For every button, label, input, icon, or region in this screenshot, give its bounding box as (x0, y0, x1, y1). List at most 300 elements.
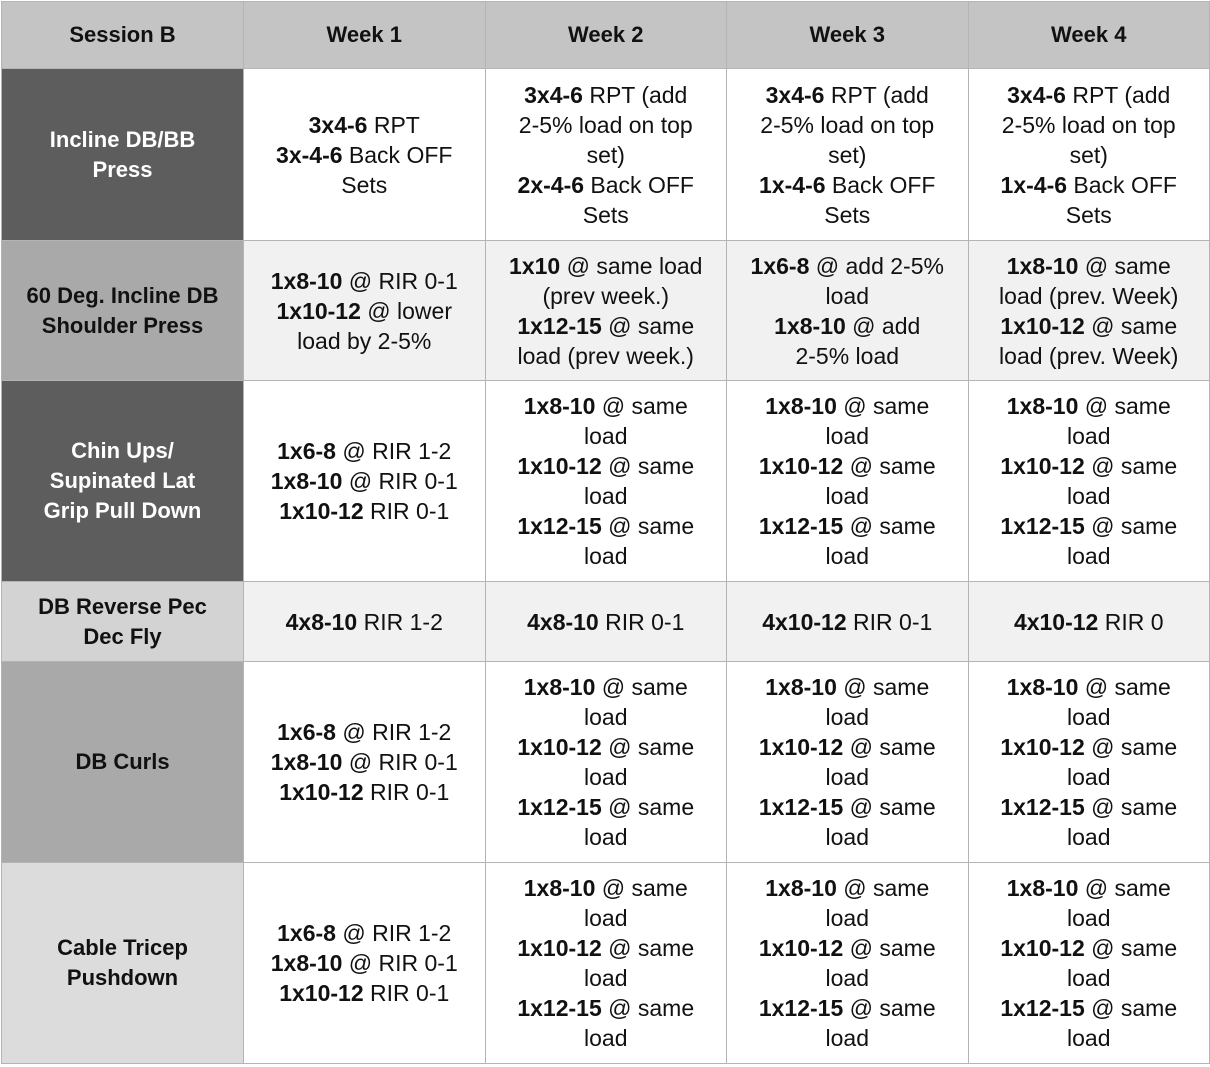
prescription-text: load (584, 543, 628, 569)
prescription-line (492, 511, 721, 541)
prescription-line (492, 873, 721, 903)
prescription-line (250, 948, 479, 978)
prescription-line (975, 341, 1204, 371)
prescription-text: @ same load (560, 252, 703, 279)
prescription-text: @ same (836, 393, 930, 419)
prescription-line (492, 311, 721, 341)
prescription-line (733, 251, 962, 281)
table-row (2, 381, 1210, 582)
set-rep-scheme: 1x-4-6 (759, 171, 826, 198)
set-rep-scheme: 1x12-15 (517, 312, 602, 339)
prescription-text: load by 2-5% (297, 327, 432, 354)
prescription-line (975, 481, 1204, 511)
prescription-line (975, 822, 1204, 852)
prescription-text: Sets (1065, 201, 1112, 228)
prescription-text: @ add (845, 312, 921, 339)
set-rep-scheme: 1x10-12 (758, 453, 844, 479)
set-rep-scheme: 3x4-6 (765, 81, 825, 108)
prescription-text: @ same (843, 734, 936, 760)
week-3-cell (727, 863, 969, 1064)
set-rep-scheme: 1x10-12 (279, 498, 364, 524)
prescription-line (250, 466, 479, 496)
prescription-text: load (825, 543, 869, 569)
prescription-line (975, 200, 1204, 230)
prescription-text: set) (1069, 141, 1108, 168)
set-rep-scheme: 4x8-10 (527, 608, 599, 635)
set-rep-scheme: 2x-4-6 (517, 171, 585, 198)
prescription-text: @ same (1078, 252, 1171, 279)
week-3-header: Week 3 (727, 2, 969, 69)
set-rep-scheme: 4x8-10 (285, 608, 358, 635)
prescription-text: load (584, 704, 628, 730)
week-3-cell (727, 662, 969, 863)
week-4-cell (968, 662, 1210, 863)
set-rep-scheme: 1x12-15 (758, 995, 844, 1021)
prescription-text: load (1067, 905, 1111, 931)
prescription-line (492, 963, 721, 993)
set-rep-scheme: 1x8-10 (1006, 674, 1079, 700)
prescription-text: 2-5% load on top (518, 111, 693, 138)
prescription-text: Sets (582, 201, 629, 228)
prescription-line (250, 978, 479, 1008)
prescription-line (975, 451, 1204, 481)
prescription-text: @ same (601, 513, 695, 539)
prescription-text: load (825, 483, 869, 509)
prescription-line (975, 607, 1204, 637)
prescription-line (492, 541, 721, 571)
prescription-line (492, 933, 721, 963)
prescription-line (733, 451, 962, 481)
set-rep-scheme: 1x10-12 (1000, 453, 1085, 479)
session-header: Session B (2, 2, 244, 69)
prescription-line (492, 903, 721, 933)
set-rep-scheme: 1x12-15 (758, 794, 844, 820)
set-rep-scheme: 1x10-12 (279, 980, 364, 1006)
prescription-text: load (prev. Week) (999, 282, 1179, 309)
week-1-cell (244, 381, 486, 582)
prescription-line (733, 391, 962, 421)
prescription-text: @ lower (360, 297, 452, 324)
prescription-text: @ same (1078, 674, 1171, 700)
week-4-cell (968, 582, 1210, 662)
prescription-line (975, 732, 1204, 762)
prescription-line (733, 963, 962, 993)
set-rep-scheme: 1x12-15 (1000, 995, 1085, 1021)
week-3-cell (727, 381, 969, 582)
prescription-text: Back OFF (342, 141, 453, 168)
prescription-text: Back OFF (825, 171, 936, 198)
prescription-text: (prev week.) (542, 282, 670, 309)
prescription-line (975, 251, 1204, 281)
prescription-text: 2-5% load on top (1001, 111, 1176, 138)
prescription-text: Sets (824, 201, 871, 228)
exercise-name (2, 69, 244, 241)
exercise-name-line: Incline DB/BB (49, 126, 196, 152)
prescription-line (733, 541, 962, 571)
exercise-name-line: Press (92, 156, 153, 182)
prescription-line (250, 266, 479, 296)
set-rep-scheme: 1x8-10 (1006, 875, 1079, 901)
prescription-text: load (825, 824, 869, 850)
exercise-name-line: Supinated Lat (49, 468, 196, 493)
prescription-text: @ RIR 0-1 (342, 749, 458, 775)
prescription-text: @ same (843, 513, 936, 539)
exercise-name-line: Dec Fly (83, 623, 162, 649)
prescription-line (733, 762, 962, 792)
set-rep-scheme: 1x8-10 (1006, 252, 1079, 279)
prescription-text: @ same (601, 734, 695, 760)
prescription-text: 2-5% load (795, 342, 900, 369)
set-rep-scheme: 1x8-10 (523, 875, 596, 901)
prescription-text: @ RIR 0-1 (342, 267, 458, 294)
set-rep-scheme: 1x6-8 (277, 920, 336, 946)
prescription-text: load (1067, 483, 1111, 509)
prescription-text: @ same (601, 312, 695, 339)
prescription-text: @ same (1084, 935, 1178, 961)
set-rep-scheme: 3x4-6 (308, 111, 368, 138)
prescription-line (492, 170, 721, 200)
set-rep-scheme: 1x8-10 (1006, 393, 1079, 419)
set-rep-scheme: 4x10-12 (1013, 608, 1099, 635)
prescription-text: load (825, 704, 869, 730)
prescription-line (733, 110, 962, 140)
table-row (2, 582, 1210, 662)
prescription-line (733, 421, 962, 451)
prescription-text: @ same (843, 794, 936, 820)
set-rep-scheme: 1x8-10 (270, 749, 343, 775)
prescription-line (492, 451, 721, 481)
prescription-text: load (825, 1025, 869, 1051)
set-rep-scheme: 1x8-10 (270, 267, 343, 294)
week-1-cell (244, 863, 486, 1064)
prescription-text: @ same (843, 453, 936, 479)
set-rep-scheme: 1x6-8 (277, 719, 336, 745)
week-3-cell (727, 582, 969, 662)
prescription-text: load (584, 1025, 628, 1051)
prescription-line (975, 762, 1204, 792)
exercise-name-line: DB Curls (75, 749, 170, 774)
set-rep-scheme: 1x10-12 (1000, 935, 1085, 961)
prescription-text: @ same (595, 875, 688, 901)
set-rep-scheme: 1x-4-6 (1000, 171, 1068, 198)
prescription-line (733, 672, 962, 702)
set-rep-scheme: 1x8-10 (270, 950, 343, 976)
prescription-line (975, 933, 1204, 963)
prescription-line (250, 918, 479, 948)
prescription-line (975, 873, 1204, 903)
prescription-line (975, 993, 1204, 1023)
prescription-line (733, 170, 962, 200)
prescription-text: @ same (843, 995, 936, 1021)
prescription-line (975, 903, 1204, 933)
set-rep-scheme: 1x10-12 (758, 935, 844, 961)
prescription-line (975, 311, 1204, 341)
prescription-line (733, 281, 962, 311)
prescription-text: load (1067, 543, 1111, 569)
exercise-name-line: Cable Tricep (57, 935, 188, 960)
set-rep-scheme: 1x12-15 (1000, 513, 1085, 539)
prescription-text: RIR 0 (1098, 608, 1164, 635)
prescription-text: @ same (601, 995, 695, 1021)
prescription-line (733, 732, 962, 762)
prescription-line (733, 140, 962, 170)
prescription-text: RIR 0-1 (846, 608, 933, 635)
prescription-line (975, 281, 1204, 311)
prescription-line (975, 421, 1204, 451)
prescription-text: @ add 2-5% (809, 252, 944, 279)
prescription-line (250, 170, 479, 200)
set-rep-scheme: 1x10-12 (1000, 312, 1085, 339)
exercise-name (2, 863, 244, 1064)
week-4-cell (968, 381, 1210, 582)
prescription-line (492, 822, 721, 852)
header-row (2, 2, 1210, 69)
prescription-line (250, 607, 479, 637)
prescription-line (975, 702, 1204, 732)
prescription-text: load (825, 965, 869, 991)
prescription-text: @ same (1084, 513, 1178, 539)
week-2-cell (485, 69, 727, 241)
prescription-text: RIR 0-1 (363, 498, 450, 524)
prescription-line (250, 296, 479, 326)
set-rep-scheme: 1x10-12 (1000, 734, 1085, 760)
prescription-line (733, 607, 962, 637)
prescription-line (250, 326, 479, 356)
prescription-text: load (1067, 1025, 1111, 1051)
prescription-line (492, 110, 721, 140)
prescription-text: @ same (601, 794, 695, 820)
week-1-cell (244, 69, 486, 241)
set-rep-scheme: 1x10-12 (517, 935, 602, 961)
prescription-line (733, 511, 962, 541)
prescription-text: load (584, 483, 628, 509)
prescription-line (975, 110, 1204, 140)
prescription-text: load (825, 423, 869, 449)
prescription-line (733, 933, 962, 963)
prescription-line (975, 391, 1204, 421)
prescription-text: @ same (1084, 995, 1178, 1021)
prescription-text: load (1067, 423, 1111, 449)
week-3-cell (727, 241, 969, 381)
prescription-line (250, 747, 479, 777)
set-rep-scheme: 1x8-10 (765, 875, 837, 901)
prescription-text: @ RIR 0-1 (342, 950, 458, 976)
prescription-line (733, 80, 962, 110)
set-rep-scheme: 1x8-10 (774, 312, 846, 339)
prescription-line (492, 421, 721, 451)
week-2-header: Week 2 (485, 2, 727, 69)
prescription-text: load (584, 764, 628, 790)
prescription-line (492, 993, 721, 1023)
prescription-text: @ same (1078, 875, 1171, 901)
prescription-line (733, 200, 962, 230)
prescription-line (492, 80, 721, 110)
prescription-text: RPT (367, 111, 420, 138)
prescription-line (492, 481, 721, 511)
prescription-text: @ same (836, 674, 930, 700)
exercise-name-line: DB Reverse Pec (38, 593, 207, 619)
prescription-line (250, 110, 479, 140)
set-rep-scheme: 4x10-12 (762, 608, 847, 635)
exercise-name-line: 60 Deg. Incline DB (26, 282, 219, 308)
prescription-line (975, 511, 1204, 541)
prescription-text: @ same (595, 393, 688, 419)
prescription-text: load (825, 764, 869, 790)
prescription-text: @ same (836, 875, 930, 901)
prescription-text: load (1067, 704, 1111, 730)
prescription-line (733, 873, 962, 903)
prescription-text: @ same (1084, 734, 1178, 760)
set-rep-scheme: 1x8-10 (523, 674, 596, 700)
prescription-text: @ same (1078, 393, 1171, 419)
set-rep-scheme: 1x12-15 (517, 513, 602, 539)
set-rep-scheme: 3x4-6 (1007, 81, 1066, 108)
set-rep-scheme: 1x10-12 (517, 734, 602, 760)
prescription-text: @ RIR 1-2 (335, 438, 452, 464)
week-2-cell (485, 662, 727, 863)
set-rep-scheme: 1x10-12 (517, 453, 602, 479)
set-rep-scheme: 1x6-8 (750, 252, 810, 279)
set-rep-scheme: 1x8-10 (765, 674, 837, 700)
prescription-line (250, 717, 479, 747)
prescription-line (492, 792, 721, 822)
prescription-line (733, 993, 962, 1023)
exercise-name-line: Chin Ups/ (71, 438, 174, 463)
prescription-text: @ same (595, 674, 688, 700)
prescription-line (492, 281, 721, 311)
prescription-text: RPT (add (824, 81, 929, 108)
prescription-text: RPT (add (1065, 81, 1171, 108)
prescription-text: load (825, 905, 869, 931)
exercise-name (2, 241, 244, 381)
exercise-name (2, 381, 244, 582)
prescription-line (492, 702, 721, 732)
set-rep-scheme: 1x12-15 (1000, 794, 1085, 820)
week-4-header: Week 4 (968, 2, 1210, 69)
prescription-line (492, 341, 721, 371)
prescription-text: load (584, 824, 628, 850)
prescription-line (492, 607, 721, 637)
prescription-text: @ same (601, 935, 695, 961)
prescription-text: @ same (843, 935, 936, 961)
prescription-line (975, 170, 1204, 200)
set-rep-scheme: 1x10-12 (279, 779, 364, 805)
prescription-text: Back OFF (584, 171, 694, 198)
prescription-line (733, 481, 962, 511)
prescription-text: load (1067, 764, 1111, 790)
prescription-text: load (1067, 965, 1111, 991)
week-2-cell (485, 582, 727, 662)
prescription-text: @ same (1084, 312, 1178, 339)
set-rep-scheme: 1x6-8 (277, 438, 336, 464)
prescription-text: load (584, 905, 628, 931)
set-rep-scheme: 1x8-10 (765, 393, 837, 419)
table-row (2, 662, 1210, 863)
prescription-line (733, 792, 962, 822)
set-rep-scheme: 3x-4-6 (276, 141, 343, 168)
set-rep-scheme: 1x8-10 (270, 468, 343, 494)
prescription-text: load (584, 965, 628, 991)
prescription-line (733, 702, 962, 732)
prescription-text: @ RIR 1-2 (335, 719, 452, 745)
prescription-text: load (1067, 824, 1111, 850)
prescription-text: @ RIR 1-2 (335, 920, 452, 946)
prescription-line (492, 391, 721, 421)
prescription-text: @ same (601, 453, 695, 479)
week-2-cell (485, 863, 727, 1064)
prescription-line (492, 672, 721, 702)
prescription-line (492, 762, 721, 792)
week-4-cell (968, 69, 1210, 241)
prescription-text: RIR 0-1 (363, 779, 450, 805)
prescription-text: RIR 0-1 (598, 608, 685, 635)
set-rep-scheme: 1x10-12 (758, 734, 844, 760)
set-rep-scheme: 1x8-10 (523, 393, 596, 419)
set-rep-scheme: 1x10 (509, 252, 561, 279)
prescription-text: load (825, 282, 869, 309)
prescription-line (975, 672, 1204, 702)
set-rep-scheme: 1x12-15 (517, 995, 602, 1021)
prescription-line (492, 732, 721, 762)
prescription-line (733, 1023, 962, 1053)
prescription-text: @ RIR 0-1 (342, 468, 458, 494)
week-4-cell (968, 863, 1210, 1064)
week-1-cell (244, 662, 486, 863)
workout-table (1, 1, 1210, 1064)
prescription-line (975, 140, 1204, 170)
prescription-line (733, 822, 962, 852)
prescription-line (975, 963, 1204, 993)
prescription-line (975, 541, 1204, 571)
prescription-line (975, 80, 1204, 110)
prescription-line (733, 341, 962, 371)
week-1-cell (244, 241, 486, 381)
exercise-name (2, 662, 244, 863)
prescription-line (250, 436, 479, 466)
set-rep-scheme: 3x4-6 (524, 81, 583, 108)
week-2-cell (485, 381, 727, 582)
prescription-line (250, 777, 479, 807)
prescription-text: load (prev week.) (517, 342, 694, 369)
exercise-name-line: Shoulder Press (41, 312, 204, 338)
prescription-text: Back OFF (1067, 171, 1177, 198)
prescription-line (250, 140, 479, 170)
prescription-line (733, 311, 962, 341)
set-rep-scheme: 1x12-15 (758, 513, 844, 539)
prescription-line (975, 792, 1204, 822)
prescription-text: RIR 0-1 (363, 980, 450, 1006)
week-3-cell (727, 69, 969, 241)
prescription-line (492, 140, 721, 170)
week-4-cell (968, 241, 1210, 381)
prescription-text: set) (586, 141, 625, 168)
prescription-line (733, 903, 962, 933)
prescription-line (492, 1023, 721, 1053)
prescription-text: Sets (341, 171, 388, 198)
week-1-cell (244, 582, 486, 662)
prescription-text: @ same (1084, 794, 1178, 820)
prescription-text: set) (828, 141, 867, 168)
prescription-line (492, 200, 721, 230)
exercise-name-line: Pushdown (66, 965, 179, 990)
week-2-cell (485, 241, 727, 381)
prescription-text: load (prev. Week) (999, 342, 1179, 369)
set-rep-scheme: 1x12-15 (517, 794, 602, 820)
week-1-header: Week 1 (244, 2, 486, 69)
table-row (2, 241, 1210, 381)
table-row (2, 69, 1210, 241)
prescription-line (250, 496, 479, 526)
